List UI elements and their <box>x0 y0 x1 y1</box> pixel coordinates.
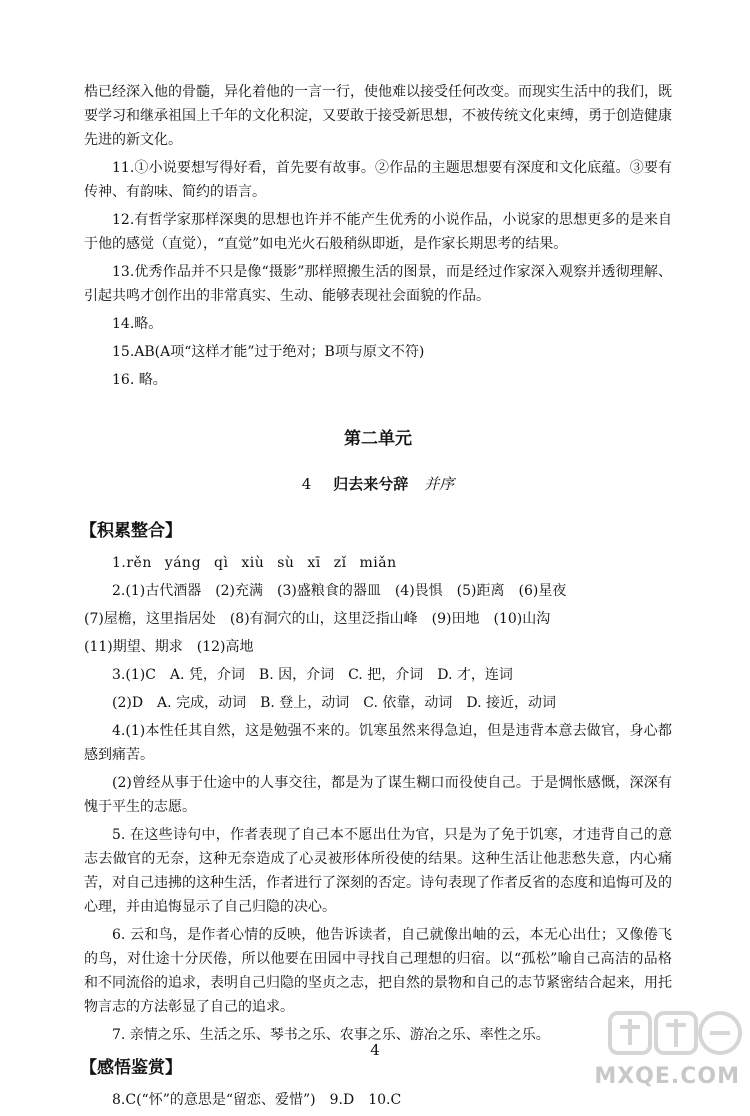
answer-14: 14.略。 <box>112 316 163 332</box>
answer-6: 6. 云和鸟，是作者心情的反映，他告诉读者，自己就像出岫的云，本无心出仕；又像倦飞的鸟，对仕途十分厌倦，所以他要在田园中寻找自己理想的归宿。以“孤松”喻自己高洁的品格和不同流俗的追求，表明自己归隐的坚贞之志，把自然的景物和自己的志节紧密结合起来，用托物言志的方法彰显了自己的追求。 <box>84 927 672 1015</box>
answer-2-cont-a: (7)屋檐，这里指居处 (8)有洞穴的山，这里泛指山峰 (9)田地 (10)山沟 <box>84 611 551 627</box>
answer-4-1: 4.(1)本性任其自然，这是勉强不来的。饥寒虽然来得急迫，但是违背本意去做官，身心都感到痛苦。 <box>84 723 672 763</box>
page-content <box>80 80 672 1116</box>
answer-15: 15.AB(A项“这样才能”过于绝对；B项与原文不符) <box>112 344 425 360</box>
section-heading-accumulation: 【积累整合】 <box>80 521 182 541</box>
lesson-name: 归去来兮辞 <box>333 475 409 493</box>
page-number: 4 <box>370 1041 380 1059</box>
lesson-subtitle: 并序 <box>424 475 455 493</box>
lesson-title <box>84 473 672 494</box>
unit-title: 第二单元 <box>344 429 412 449</box>
answer-3-2: (2)D A. 完成，动词 B. 登上，动词 C. 依靠，动词 D. 接近，动词 <box>112 695 556 711</box>
section-heading-appreciation: 【感悟鉴赏】 <box>80 1058 182 1078</box>
answer-paragraph-continued: 梏已经深入他的骨髓，异化着他的一言一行，使他难以接受任何改变。而现实生活中的我们，既要学习和继承祖国上千年的文化积淀，又要敢于接受新思想，不被传统文化束缚，勇于创造健康先进的新文化。 <box>84 84 672 148</box>
watermark-text: MXQE.COM <box>594 1064 740 1089</box>
answer-12: 12.有哲学家那样深奥的思想也许并不能产生优秀的小说作品，小说家的思想更多的是来自于他的感觉（直觉），“直觉”如电光火石般稍纵即逝，是作家长期思考的结果。 <box>84 212 672 252</box>
answer-8-10: 8.C(“怀”的意思是“留恋、爱惜”) 9.D 10.C <box>112 1092 402 1108</box>
answer-5: 5. 在这些诗句中，作者表现了自己本不愿出仕为官，只是为了免于饥寒，才违背自己的意志去做官的无奈，这种无奈造成了心灵被形体所役使的结果。这种生活让他悲愁失意，内心痛苦，对自己违拂的这种生活，作者进行了深刻的否定。诗句表现了作者反省的态度和追悔可及的心理，并由追悔显示了自己归隐的决心。 <box>84 827 672 915</box>
answer-3-1: 3.(1)C A. 凭，介词 B. 因，介词 C. 把，介词 D. 才，连词 <box>112 667 513 683</box>
lesson-number: 4 <box>301 475 312 493</box>
watermark <box>594 1009 744 1095</box>
answer-16: 16. 略。 <box>112 372 167 388</box>
answer-1-pinyin: 1.rěn yáng qì xiù sù xī zǐ miǎn <box>112 555 397 571</box>
answer-13: 13.优秀作品并不只是像“摄影”那样照搬生活的图景，而是经过作家深入观察并透彻理解、引起共鸣才创作出的非常真实、生动、能够表现社会面貌的作品。 <box>84 264 672 304</box>
answer-2-cont-b: (11)期望、期求 (12)高地 <box>84 639 254 655</box>
answer-2: 2.(1)古代酒器 (2)充满 (3)盛粮食的器皿 (4)畏惧 (5)距离 (6)星夜 <box>112 583 567 599</box>
answer-7: 7. 亲情之乐、生活之乐、琴书之乐、农事之乐、游冶之乐、率性之乐。 <box>112 1027 550 1043</box>
answer-11: 11.①小说要想写得好看，首先要有故事。②作品的主题思想要有深度和文化底蕴。③要有传神、有韵味、简约的语言。 <box>84 160 672 200</box>
answer-4-2: (2)曾经从事于仕途中的人事交往，都是为了谋生糊口而役使自己。于是惆怅感慨，深深有愧于平生的志愿。 <box>84 775 672 815</box>
